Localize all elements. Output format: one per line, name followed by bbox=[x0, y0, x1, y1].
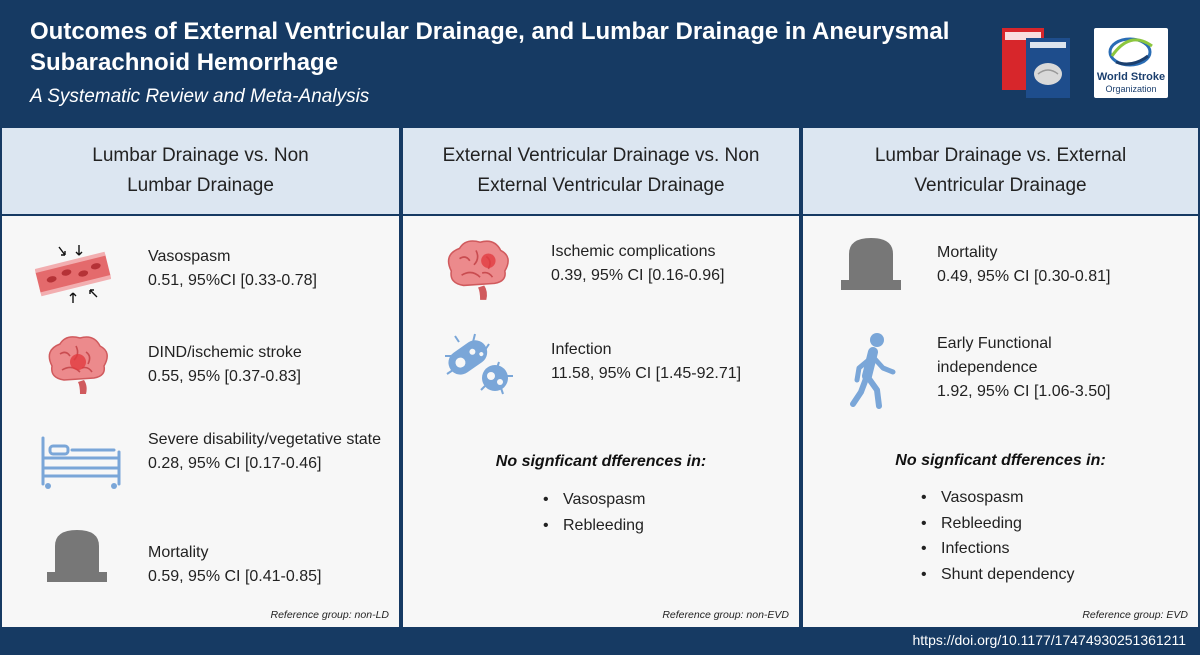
bacteria-icon bbox=[441, 330, 517, 396]
item-vasospasm: Vasospasm 0.51, 95%CI [0.33-0.78] bbox=[148, 248, 317, 289]
hospital-bed-icon bbox=[38, 434, 124, 490]
journal-covers-image bbox=[1002, 28, 1070, 98]
no-significant-differences-heading: No signficant dfferences in: bbox=[495, 453, 707, 470]
item-dind-ischemic-stroke: DIND/ischemic stroke 0.55, 95% [0.37-0.83] bbox=[148, 344, 302, 385]
wso-swirl-icon bbox=[1106, 32, 1156, 68]
panel-lumbar-vs-non-lumbar bbox=[0, 126, 401, 629]
panel-title: Lumbar Drainage vs. External Ventricular Drainage bbox=[803, 128, 1198, 216]
list-item: • Infections bbox=[921, 536, 1074, 562]
panel-title: External Ventricular Drainage vs. Non External Ventricular Drainage bbox=[403, 128, 799, 216]
item-mortality: Mortality 0.59, 95% CI [0.41-0.85] bbox=[148, 544, 322, 585]
item-mortality: Mortality 0.49, 95% CI [0.30-0.81] bbox=[937, 244, 1111, 285]
header bbox=[0, 0, 1200, 126]
list-item: • Vasospasm bbox=[921, 485, 1074, 511]
world-stroke-organization-logo bbox=[1094, 28, 1168, 98]
reference-group-note: Reference group: non-EVD bbox=[662, 609, 789, 621]
panel-lumbar-vs-evd bbox=[801, 126, 1200, 629]
reference-group-note: Reference group: non-LD bbox=[270, 609, 389, 621]
item-severe-disability: Severe disability/vegetative state 0.28, 95% CI [0.17-0.46] bbox=[148, 431, 382, 472]
brain-icon bbox=[441, 238, 511, 302]
no-significant-differences-heading: No signficant dfferences in: bbox=[895, 452, 1106, 469]
reference-group-note: Reference group: EVD bbox=[1082, 609, 1188, 621]
item-early-functional-independence: Early Functional independence 1.92, 95% CI [1.06-3.50] bbox=[937, 335, 1111, 400]
wso-logo-line2: Organization bbox=[1105, 84, 1157, 94]
tombstone-icon bbox=[841, 232, 901, 294]
page-subtitle: A Systematic Review and Meta-Analysis bbox=[30, 86, 370, 107]
brain-icon bbox=[42, 334, 110, 396]
walking-person-icon bbox=[849, 332, 897, 410]
item-ischemic-complications: Ischemic complications 0.39, 95% CI [0.16-0.96] bbox=[551, 243, 725, 284]
tombstone-icon bbox=[47, 526, 107, 584]
list-item: • Rebleeding bbox=[921, 511, 1074, 537]
item-infection: Infection 11.58, 95% CI [1.45-92.71] bbox=[551, 341, 742, 382]
list-item: • Vasospasm bbox=[543, 487, 645, 513]
blood-vessel-icon bbox=[35, 243, 111, 305]
wso-logo-line1: World Stroke bbox=[1096, 71, 1166, 83]
panel-title: Lumbar Drainage vs. Non Lumbar Drainage bbox=[2, 128, 399, 216]
doi-link[interactable]: https://doi.org/10.1177/17474930251361211 bbox=[912, 632, 1186, 648]
no-significant-differences-list bbox=[921, 485, 1074, 587]
panel-evd-vs-non-evd bbox=[401, 126, 801, 629]
no-significant-differences-list bbox=[543, 487, 645, 538]
list-item: • Rebleeding bbox=[543, 513, 645, 539]
list-item: • Shunt dependency bbox=[921, 562, 1074, 588]
page-title: Outcomes of External Ventricular Drainage, and Lumbar Drainage in Aneurysmal Subarachnoid Hemorrhage bbox=[30, 18, 950, 76]
